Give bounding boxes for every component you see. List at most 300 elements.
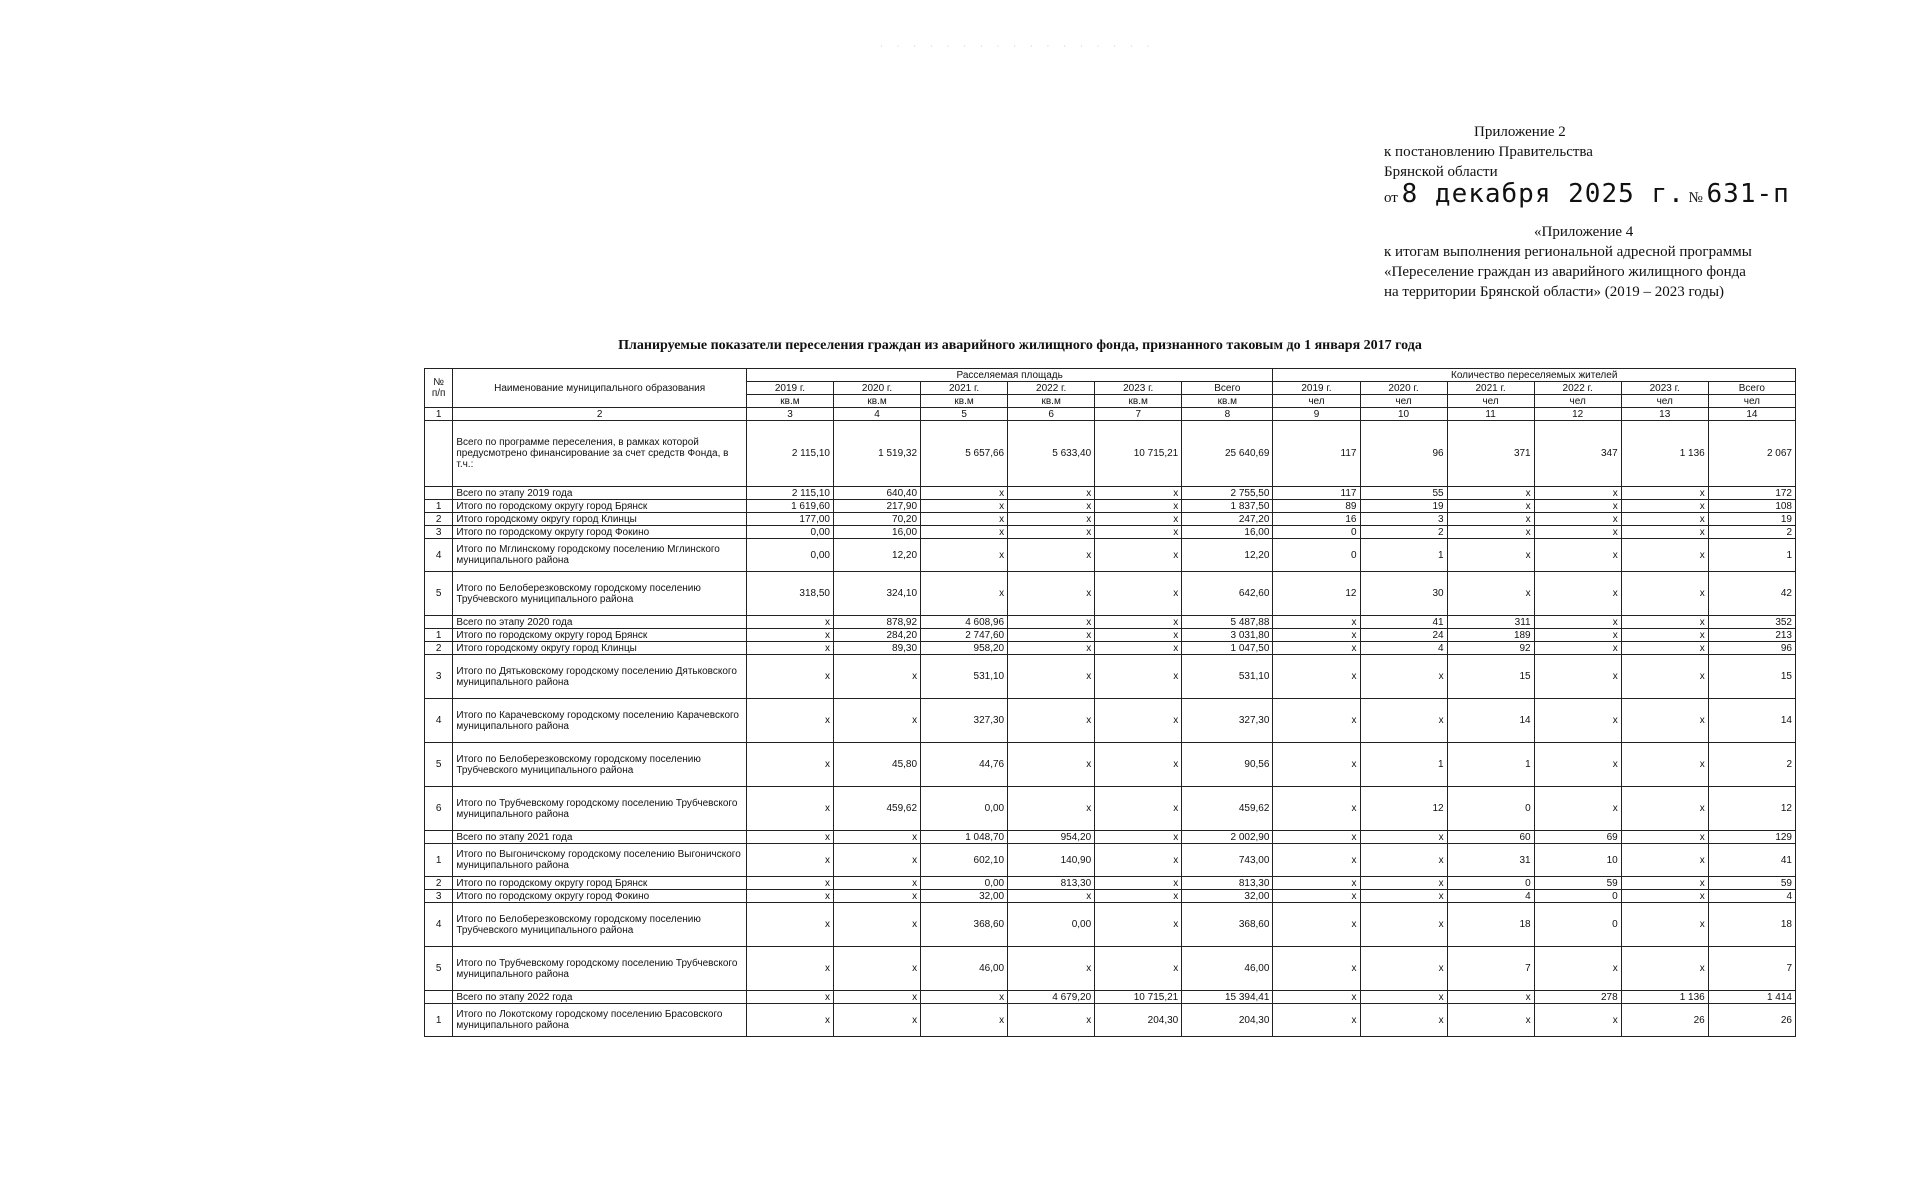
column-number: 14: [1708, 408, 1795, 421]
year-header: 2021 г.: [1447, 382, 1534, 395]
value-cell: x: [1447, 1004, 1534, 1037]
value-cell: x: [746, 616, 833, 629]
value-cell: 0: [1447, 787, 1534, 831]
value-cell: x: [1447, 991, 1534, 1004]
unit-header: чел: [1708, 395, 1795, 408]
value-cell: x: [1534, 1004, 1621, 1037]
value-cell: x: [1621, 655, 1708, 699]
value-cell: x: [1095, 572, 1182, 616]
table-row: [425, 787, 1796, 831]
value-cell: 16,00: [834, 526, 921, 539]
value-cell: 318,50: [746, 572, 833, 616]
value-cell: x: [1621, 513, 1708, 526]
value-cell: x: [1534, 699, 1621, 743]
value-cell: 640,40: [834, 487, 921, 500]
value-cell: 4 679,20: [1008, 991, 1095, 1004]
column-number: 3: [746, 408, 833, 421]
value-cell: 15: [1447, 655, 1534, 699]
value-cell: 89,30: [834, 642, 921, 655]
column-number: 9: [1273, 408, 1360, 421]
table-row: [425, 844, 1796, 877]
unit-header: кв.м: [746, 395, 833, 408]
annex-header: [1384, 222, 1752, 302]
value-cell: x: [1095, 526, 1182, 539]
value-cell: x: [1008, 500, 1095, 513]
value-cell: x: [1360, 877, 1447, 890]
value-cell: x: [1621, 699, 1708, 743]
municipality-name: Всего по этапу 2019 года: [453, 487, 747, 500]
value-cell: 459,62: [1182, 787, 1273, 831]
value-cell: x: [1273, 629, 1360, 642]
value-cell: 204,30: [1095, 1004, 1182, 1037]
table-row: [425, 616, 1796, 629]
value-cell: x: [1095, 903, 1182, 947]
table-row: [425, 947, 1796, 991]
value-cell: x: [746, 991, 833, 1004]
value-cell: 140,90: [1008, 844, 1095, 877]
value-cell: 2 115,10: [746, 487, 833, 500]
table-row: [425, 903, 1796, 947]
table-row: [425, 487, 1796, 500]
value-cell: 32,00: [921, 890, 1008, 903]
unit-header: чел: [1621, 395, 1708, 408]
value-cell: x: [1360, 890, 1447, 903]
value-cell: x: [1273, 1004, 1360, 1037]
value-cell: x: [1447, 513, 1534, 526]
value-cell: x: [746, 743, 833, 787]
value-cell: 371: [1447, 421, 1534, 487]
value-cell: x: [1273, 890, 1360, 903]
value-cell: 44,76: [921, 743, 1008, 787]
value-cell: x: [1008, 572, 1095, 616]
value-cell: x: [1360, 903, 1447, 947]
row-number: [425, 991, 453, 1004]
value-cell: x: [1095, 831, 1182, 844]
value-cell: 0,00: [746, 526, 833, 539]
value-cell: x: [746, 947, 833, 991]
value-cell: 55: [1360, 487, 1447, 500]
value-cell: 352: [1708, 616, 1795, 629]
value-cell: x: [1360, 844, 1447, 877]
value-cell: x: [834, 877, 921, 890]
value-cell: x: [1621, 844, 1708, 877]
value-cell: 878,92: [834, 616, 921, 629]
unit-header: чел: [1360, 395, 1447, 408]
value-cell: x: [834, 947, 921, 991]
value-cell: x: [746, 844, 833, 877]
value-cell: x: [921, 526, 1008, 539]
value-cell: x: [1273, 655, 1360, 699]
value-cell: 311: [1447, 616, 1534, 629]
value-cell: x: [1621, 500, 1708, 513]
value-cell: 25 640,69: [1182, 421, 1273, 487]
value-cell: 1 136: [1621, 991, 1708, 1004]
value-cell: 324,10: [834, 572, 921, 616]
value-cell: 10 715,21: [1095, 421, 1182, 487]
group-people-header: Количество переселяемых жителей: [1273, 369, 1796, 382]
value-cell: x: [1621, 787, 1708, 831]
row-number: 3: [425, 655, 453, 699]
row-number: 5: [425, 743, 453, 787]
row-number: 1: [425, 629, 453, 642]
value-cell: x: [1008, 947, 1095, 991]
value-cell: x: [1273, 642, 1360, 655]
table-row: [425, 642, 1796, 655]
value-cell: 3 031,80: [1182, 629, 1273, 642]
value-cell: 2 002,90: [1182, 831, 1273, 844]
value-cell: x: [1095, 947, 1182, 991]
table-row: [425, 500, 1796, 513]
year-header: 2020 г.: [1360, 382, 1447, 395]
municipality-name: Итого по городскому округу город Фокино: [453, 890, 747, 903]
value-cell: x: [1534, 500, 1621, 513]
value-cell: x: [1360, 991, 1447, 1004]
value-cell: 41: [1360, 616, 1447, 629]
value-cell: 2: [1708, 743, 1795, 787]
value-cell: x: [1621, 831, 1708, 844]
value-cell: 15: [1708, 655, 1795, 699]
value-cell: x: [921, 1004, 1008, 1037]
table-row: [425, 991, 1796, 1004]
value-cell: 30: [1360, 572, 1447, 616]
row-number: [425, 616, 453, 629]
value-cell: x: [921, 500, 1008, 513]
value-cell: 15 394,41: [1182, 991, 1273, 1004]
municipality-name: Всего по этапу 2020 года: [453, 616, 747, 629]
value-cell: 3: [1360, 513, 1447, 526]
year-header: 2023 г.: [1621, 382, 1708, 395]
value-cell: x: [1360, 1004, 1447, 1037]
value-cell: x: [1447, 500, 1534, 513]
value-cell: x: [1095, 513, 1182, 526]
value-cell: 213: [1708, 629, 1795, 642]
value-cell: x: [1621, 487, 1708, 500]
value-cell: 117: [1273, 421, 1360, 487]
table-row: [425, 699, 1796, 743]
value-cell: 284,20: [834, 629, 921, 642]
col-no-header: № п/п: [425, 369, 453, 408]
value-cell: x: [1447, 526, 1534, 539]
value-cell: 743,00: [1182, 844, 1273, 877]
decree-number: 631-п: [1706, 179, 1790, 209]
table-row: [425, 743, 1796, 787]
value-cell: x: [1273, 844, 1360, 877]
table-row: [425, 655, 1796, 699]
column-number: 8: [1182, 408, 1273, 421]
row-number: 1: [425, 1004, 453, 1037]
table-row: [425, 890, 1796, 903]
value-cell: 531,10: [1182, 655, 1273, 699]
column-number: 13: [1621, 408, 1708, 421]
value-cell: 958,20: [921, 642, 1008, 655]
value-cell: x: [1534, 572, 1621, 616]
value-cell: x: [746, 787, 833, 831]
decree-date: 8 декабря 2025 г.: [1401, 179, 1685, 209]
unit-header: чел: [1447, 395, 1534, 408]
unit-header: кв.м: [1095, 395, 1182, 408]
value-cell: 32,00: [1182, 890, 1273, 903]
value-cell: 7: [1447, 947, 1534, 991]
value-cell: 0: [1534, 903, 1621, 947]
value-cell: x: [921, 487, 1008, 500]
municipality-name: Всего по этапу 2021 года: [453, 831, 747, 844]
municipality-name: Итого по Выгоничскому городскому поселению Выгоничского муниципального района: [453, 844, 747, 877]
table-row: [425, 539, 1796, 572]
value-cell: 1: [1360, 743, 1447, 787]
value-cell: 642,60: [1182, 572, 1273, 616]
value-cell: x: [1273, 787, 1360, 831]
column-number-row: [425, 408, 1796, 421]
value-cell: x: [1095, 844, 1182, 877]
value-cell: x: [1360, 655, 1447, 699]
value-cell: 1: [1447, 743, 1534, 787]
value-cell: 0: [1273, 539, 1360, 572]
value-cell: 813,30: [1182, 877, 1273, 890]
value-cell: 12,20: [1182, 539, 1273, 572]
value-cell: x: [1008, 655, 1095, 699]
municipality-name: Итого по Трубчевскому городскому поселению Трубчевского муниципального района: [453, 787, 747, 831]
value-cell: 96: [1708, 642, 1795, 655]
value-cell: x: [1273, 877, 1360, 890]
value-cell: 247,20: [1182, 513, 1273, 526]
row-number: 1: [425, 500, 453, 513]
row-number: 6: [425, 787, 453, 831]
value-cell: x: [1360, 699, 1447, 743]
value-cell: x: [746, 831, 833, 844]
table-row: [425, 526, 1796, 539]
value-cell: 19: [1708, 513, 1795, 526]
year-header: 2019 г.: [1273, 382, 1360, 395]
municipality-name: Итого по Белоберезковскому городскому поселению Трубчевского муниципального района: [453, 743, 747, 787]
value-cell: 1 619,60: [746, 500, 833, 513]
value-cell: x: [1095, 787, 1182, 831]
value-cell: x: [834, 655, 921, 699]
table-row: [425, 877, 1796, 890]
value-cell: 70,20: [834, 513, 921, 526]
value-cell: x: [1534, 629, 1621, 642]
value-cell: x: [1273, 903, 1360, 947]
row-number: 2: [425, 642, 453, 655]
value-cell: 0,00: [746, 539, 833, 572]
value-cell: 16: [1273, 513, 1360, 526]
value-cell: 1 414: [1708, 991, 1795, 1004]
annex-line-3: «Переселение граждан из аварийного жилищного фонда: [1384, 264, 1746, 280]
value-cell: 217,90: [834, 500, 921, 513]
document-title: Планируемые показатели переселения граждан из аварийного жилищного фонда, признанного таковым до 1 января 2017 года: [618, 338, 1422, 353]
municipality-name: Итого городскому округу город Клинцы: [453, 642, 747, 655]
unit-header: кв.м: [921, 395, 1008, 408]
value-cell: 12: [1360, 787, 1447, 831]
table-row: [425, 1004, 1796, 1037]
municipality-name: Итого по городскому округу город Брянск: [453, 877, 747, 890]
column-number: 5: [921, 408, 1008, 421]
value-cell: 1: [1708, 539, 1795, 572]
value-cell: 347: [1534, 421, 1621, 487]
value-cell: 90,56: [1182, 743, 1273, 787]
value-cell: x: [1273, 991, 1360, 1004]
value-cell: x: [1095, 642, 1182, 655]
value-cell: 41: [1708, 844, 1795, 877]
table-row: [425, 629, 1796, 642]
value-cell: 2 115,10: [746, 421, 833, 487]
value-cell: 92: [1447, 642, 1534, 655]
value-cell: x: [746, 655, 833, 699]
column-number: 10: [1360, 408, 1447, 421]
value-cell: 14: [1708, 699, 1795, 743]
row-number: 4: [425, 699, 453, 743]
value-cell: 0,00: [921, 787, 1008, 831]
unit-header: чел: [1273, 395, 1360, 408]
year-header: 2021 г.: [921, 382, 1008, 395]
value-cell: x: [1621, 616, 1708, 629]
value-cell: 327,30: [921, 699, 1008, 743]
value-cell: 0: [1534, 890, 1621, 903]
value-cell: 4: [1360, 642, 1447, 655]
municipality-name: Всего по программе переселения, в рамках которой предусмотрено финансирование за счет средств Фонда, в т.ч.:: [453, 421, 747, 487]
year-header: Всего: [1708, 382, 1795, 395]
value-cell: x: [1621, 572, 1708, 616]
decree-prefix: от: [1384, 190, 1398, 206]
value-cell: 1: [1360, 539, 1447, 572]
value-cell: 59: [1708, 877, 1795, 890]
value-cell: 108: [1708, 500, 1795, 513]
municipality-name: Итого городскому округу город Клинцы: [453, 513, 747, 526]
value-cell: x: [834, 831, 921, 844]
value-cell: 12: [1708, 787, 1795, 831]
value-cell: x: [1534, 655, 1621, 699]
unit-header: кв.м: [834, 395, 921, 408]
value-cell: x: [1621, 642, 1708, 655]
value-cell: x: [1534, 539, 1621, 572]
value-cell: 46,00: [921, 947, 1008, 991]
value-cell: x: [1360, 831, 1447, 844]
value-cell: x: [834, 1004, 921, 1037]
group-area-header: Расселяемая площадь: [746, 369, 1273, 382]
value-cell: 189: [1447, 629, 1534, 642]
row-number: 3: [425, 890, 453, 903]
municipality-name: Итого по Карачевскому городскому поселению Карачевского муниципального района: [453, 699, 747, 743]
value-cell: 2 755,50: [1182, 487, 1273, 500]
value-cell: 46,00: [1182, 947, 1273, 991]
row-number: 1: [425, 844, 453, 877]
col-name-header: Наименование муниципального образования: [453, 369, 747, 408]
row-number: 5: [425, 572, 453, 616]
value-cell: 1 048,70: [921, 831, 1008, 844]
value-cell: x: [1534, 513, 1621, 526]
value-cell: x: [746, 890, 833, 903]
value-cell: 954,20: [1008, 831, 1095, 844]
value-cell: 327,30: [1182, 699, 1273, 743]
value-cell: x: [921, 539, 1008, 572]
value-cell: 368,60: [921, 903, 1008, 947]
value-cell: x: [746, 629, 833, 642]
value-cell: x: [1621, 526, 1708, 539]
annex-line-1: «Приложение 4: [1534, 224, 1634, 240]
value-cell: x: [1008, 629, 1095, 642]
municipality-name: Итого по городскому округу город Брянск: [453, 500, 747, 513]
value-cell: 12: [1273, 572, 1360, 616]
approval-header: [1384, 122, 1790, 208]
row-number: [425, 831, 453, 844]
value-cell: x: [1095, 487, 1182, 500]
value-cell: x: [746, 877, 833, 890]
value-cell: x: [1621, 947, 1708, 991]
value-cell: 1 837,50: [1182, 500, 1273, 513]
value-cell: x: [1095, 629, 1182, 642]
row-number: 4: [425, 539, 453, 572]
value-cell: x: [1534, 743, 1621, 787]
value-cell: 12,20: [834, 539, 921, 572]
value-cell: x: [1447, 572, 1534, 616]
value-cell: 2: [1360, 526, 1447, 539]
municipality-name: Итого по Белоберезковскому городскому поселению Трубчевского муниципального района: [453, 572, 747, 616]
value-cell: x: [1008, 539, 1095, 572]
value-cell: 14: [1447, 699, 1534, 743]
value-cell: 368,60: [1182, 903, 1273, 947]
municipality-name: Итого по Трубчевскому городскому поселению Трубчевского муниципального района: [453, 947, 747, 991]
value-cell: x: [1273, 616, 1360, 629]
value-cell: 459,62: [834, 787, 921, 831]
value-cell: 26: [1621, 1004, 1708, 1037]
value-cell: x: [1008, 642, 1095, 655]
value-cell: 31: [1447, 844, 1534, 877]
value-cell: x: [1008, 890, 1095, 903]
value-cell: x: [834, 844, 921, 877]
value-cell: 0: [1447, 877, 1534, 890]
row-number: 5: [425, 947, 453, 991]
value-cell: 10: [1534, 844, 1621, 877]
decree-line: [1384, 179, 1790, 209]
table-row: [425, 572, 1796, 616]
value-cell: 7: [1708, 947, 1795, 991]
value-cell: 4: [1447, 890, 1534, 903]
value-cell: 204,30: [1182, 1004, 1273, 1037]
value-cell: x: [1447, 487, 1534, 500]
value-cell: x: [1095, 890, 1182, 903]
value-cell: x: [1273, 947, 1360, 991]
value-cell: x: [834, 890, 921, 903]
value-cell: x: [1008, 699, 1095, 743]
value-cell: 177,00: [746, 513, 833, 526]
value-cell: 278: [1534, 991, 1621, 1004]
municipality-name: Итого по Мглинскому городскому поселению Мглинского муниципального района: [453, 539, 747, 572]
value-cell: 69: [1534, 831, 1621, 844]
value-cell: 2 067: [1708, 421, 1795, 487]
value-cell: 10 715,21: [1095, 991, 1182, 1004]
value-cell: 89: [1273, 500, 1360, 513]
year-header: Всего: [1182, 382, 1273, 395]
value-cell: x: [1008, 1004, 1095, 1037]
value-cell: 4 608,96: [921, 616, 1008, 629]
value-cell: x: [1621, 877, 1708, 890]
municipality-name: Итого по городскому округу город Фокино: [453, 526, 747, 539]
year-header: 2022 г.: [1008, 382, 1095, 395]
value-cell: 5 633,40: [1008, 421, 1095, 487]
value-cell: 5 487,88: [1182, 616, 1273, 629]
value-cell: x: [1621, 743, 1708, 787]
value-cell: x: [1534, 642, 1621, 655]
column-number: 1: [425, 408, 453, 421]
unit-header: чел: [1534, 395, 1621, 408]
year-header: 2023 г.: [1095, 382, 1182, 395]
annex-line-2: к итогам выполнения региональной адресной программы: [1384, 244, 1752, 260]
value-cell: x: [1095, 539, 1182, 572]
value-cell: x: [1008, 513, 1095, 526]
value-cell: x: [746, 903, 833, 947]
value-cell: x: [1621, 629, 1708, 642]
municipality-name: Итого по Дятьковскому городскому поселению Дятьковского муниципального района: [453, 655, 747, 699]
scan-specks: · · · · · · · · · · · · · · · · ·: [880, 42, 1156, 51]
